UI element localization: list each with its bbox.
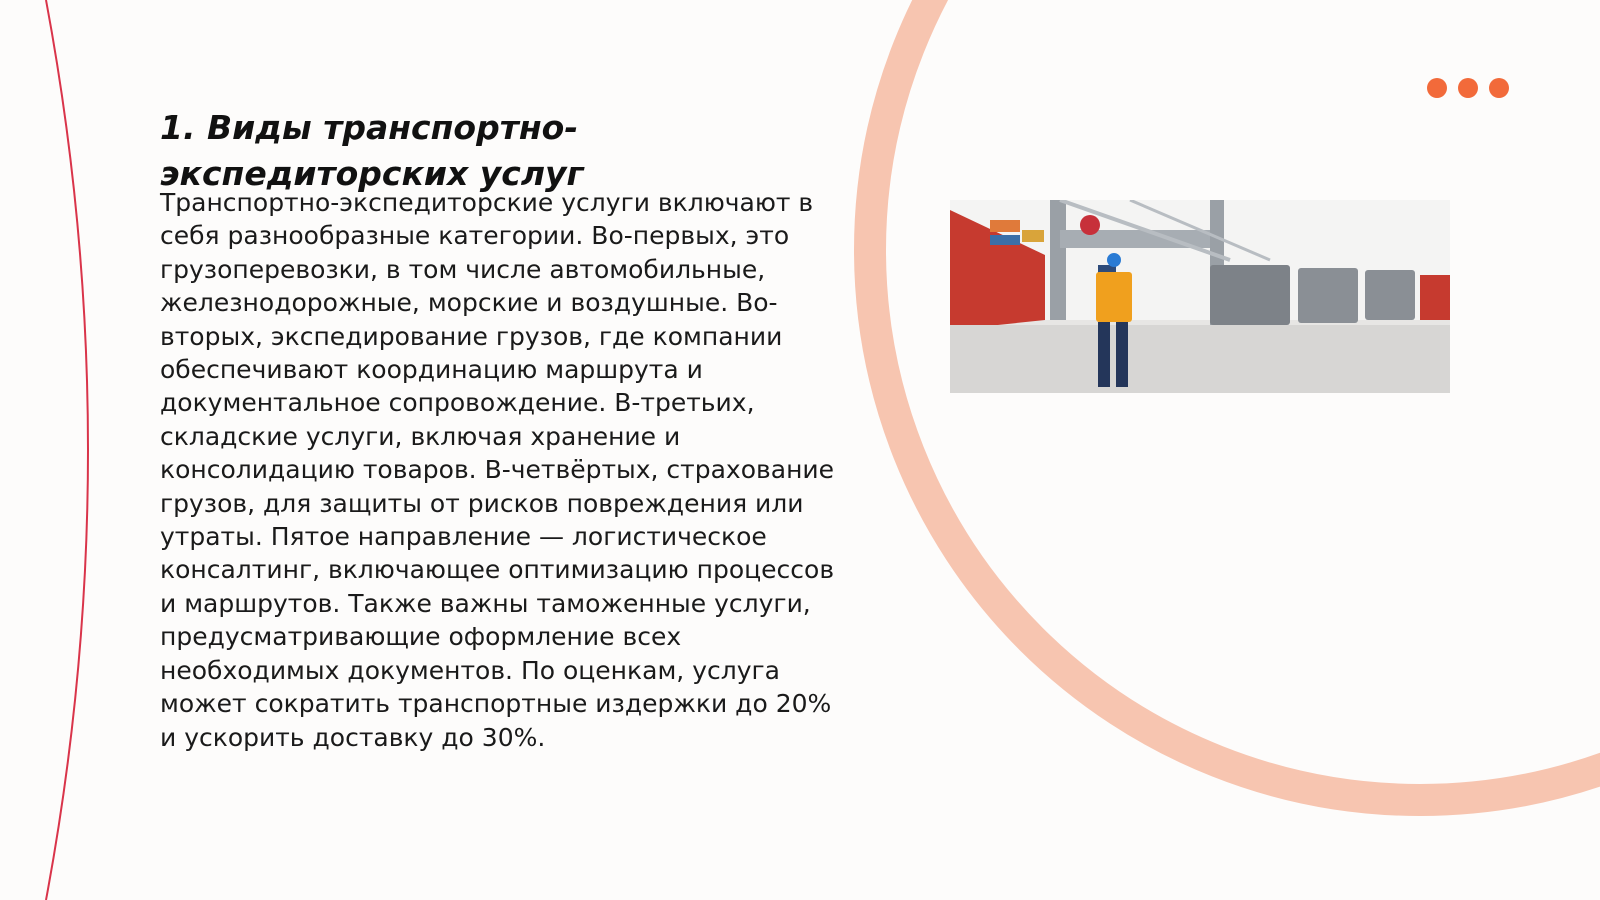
dot-icon (1489, 78, 1509, 98)
body-text: Транспортно-экспедиторские услуги включают в себя разнообразные категории. Во-первых, это грузоперевозки, в том числе автомобильные, железнодорожные, морские и воздушные. Во-вторых, экспедирование грузов, где компании обеспечивают координацию маршрута и документальное сопровождение. В-третьих, складские услуги, включая хранение и консолидацию товаров. В-четвёртых, страхование грузов, для защиты от рисков повреждения или утраты. Пятое направление — логистическое консалтинг, включающее оптимизацию процессов и маршрутов. Также важны таможенные услуги, предусматривающие оформление всех необходимых документов. По оценкам, услуга может сократить транспортные издержки до 20% и ускорить доставку до 30%. (160, 188, 835, 752)
dot-icon (1458, 78, 1478, 98)
port-worker-photo (950, 200, 1450, 393)
left-curve-line (46, 0, 88, 900)
orange-arc (870, 0, 1600, 800)
slide-title: 1. Виды транспортно-экспедиторских услуг (160, 108, 584, 193)
dots-menu-icon (1427, 78, 1509, 98)
dot-icon (1427, 78, 1447, 98)
